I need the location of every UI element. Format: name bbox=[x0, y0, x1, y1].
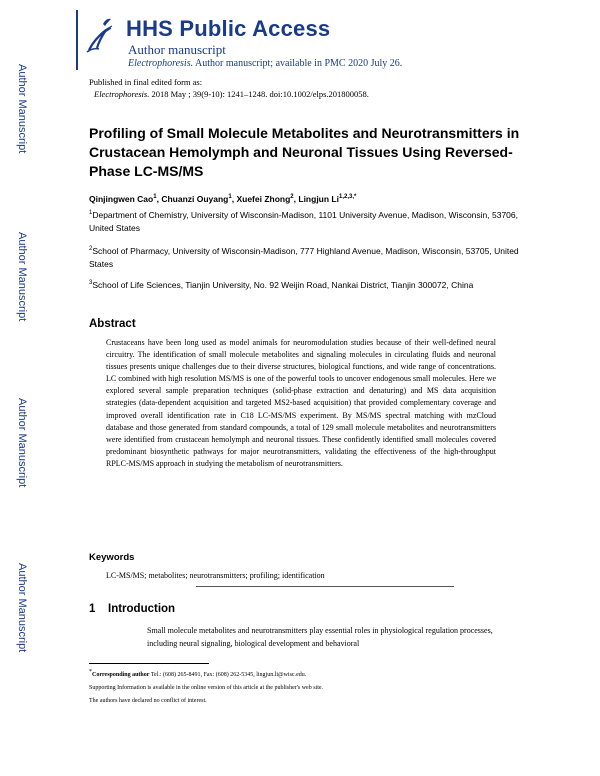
affiliation-mark: 2 bbox=[89, 246, 93, 253]
side-label: Author Manuscript bbox=[16, 64, 28, 154]
footnote-rule bbox=[89, 663, 209, 664]
availability-text: Author manuscript; available in PMC 2020 July 26. bbox=[195, 58, 403, 69]
author-separator: , bbox=[156, 194, 162, 204]
affiliation-mark: 3 bbox=[89, 280, 93, 287]
affiliation-text: School of Life Sciences, Tianjin University, No. 92 Weijin Road, Nankai District, Tianjin 300072, China bbox=[92, 280, 474, 290]
affiliation bbox=[89, 279, 529, 292]
section-divider bbox=[196, 586, 454, 587]
conflict-note: The authors have declared no conflict of interest. bbox=[89, 698, 207, 704]
author-affiliation-mark: 2 bbox=[290, 194, 294, 201]
side-label: Author Manuscript bbox=[16, 232, 28, 322]
author-affiliation-mark: 1 bbox=[228, 194, 232, 201]
author-affiliation-mark: 1 bbox=[153, 194, 157, 201]
hhs-eagle-logo-icon bbox=[84, 14, 114, 54]
author-separator: , bbox=[293, 194, 299, 204]
corresponding-text: Tel.: (608) 265-8491, Fax: (608) 262-5345, lingjun.li@wisc.edu. bbox=[150, 672, 307, 678]
author-name: Xuefei Zhong bbox=[236, 194, 291, 204]
supporting-info-note: Supporting Information is available in the online version of this article at the publisher's web site. bbox=[89, 685, 324, 691]
citation bbox=[94, 89, 369, 99]
abstract-body: Crustaceans have been long used as model animals for neuromodulation studies because of their well-defined neural circuitry. The identification of small molecule metabolites and signaling molecules in circulating fluids and neuronal tissues presents unique challenges due to their diverse structures, biological functions, and wide range of concentrations. LC combined with high resolution MS/MS is one of the powerful tools to uncover endogenous small molecules. Here we explored several sample preparation techniques (solid-phase extraction and denaturing) and MS data acquisition strategies (data-dependent acquisition and targeted MS2-based acquisition) that provided complementary coverage and improved overall identification rate in C18 LC-MS/MS experiment. By MS/MS spectral matching with mzCloud database and those generated from standard compounds, a total of 129 small molecule metabolites and neurotransmitters were identified from crustacean hemolymph and neuronal tissues. These confidently identified small molecules covered predominant biosynthetic pathways for major neurotransmitters, validating the effectiveness of the high-throughput RPLC-MS/MS approach in studying the metabolism of neurotransmitters. bbox=[106, 338, 496, 468]
corresponding-label: Corresponding author bbox=[92, 672, 150, 678]
side-label: Author Manuscript bbox=[16, 563, 28, 653]
section-title: Introduction bbox=[108, 603, 176, 615]
affiliation-text: School of Pharmacy, University of Wisconsin-Madison, 777 Highland Avenue, Madison, Wisconsin, 53705, United States bbox=[89, 246, 519, 269]
affiliation-mark: 1 bbox=[89, 210, 93, 217]
corresponding-author-note: *Corresponding author Tel.: (608) 265-8491, Fax: (608) 262-5345, lingjun.li@wisc.edu. bbox=[89, 669, 307, 678]
keywords-heading: Keywords bbox=[89, 552, 135, 563]
author-separator: , bbox=[231, 194, 237, 204]
author-name: Qinjingwen Cao bbox=[89, 194, 154, 204]
header-journal: Electrophoresis. bbox=[128, 58, 194, 69]
author-list bbox=[89, 194, 356, 204]
author-name: Lingjun Li bbox=[298, 194, 339, 204]
keywords-body: LC-MS/MS; metabolites; neurotransmitters; profiling; identification bbox=[106, 571, 325, 580]
article-title: Profiling of Small Molecule Metabolites and Neurotransmitters in Crustacean Hemolymph and Neuronal Tissues Using Reversed-Phase LC-MS/MS bbox=[89, 125, 520, 179]
citation-journal: Electrophoresis. bbox=[94, 89, 150, 99]
section-number: 1 bbox=[89, 603, 96, 615]
manuscript-subtitle: Author manuscript bbox=[128, 42, 226, 57]
introduction-heading bbox=[89, 603, 175, 615]
affiliation bbox=[89, 245, 529, 271]
header-rule bbox=[76, 10, 78, 70]
citation-details: 2018 May ; 39(9-10): 1241–1248. doi:10.1002/elps.201800058. bbox=[151, 89, 369, 99]
side-label: Author Manuscript bbox=[16, 398, 28, 488]
published-label: Published in final edited form as: bbox=[89, 77, 203, 87]
affiliation bbox=[89, 209, 529, 235]
abstract-heading: Abstract bbox=[89, 318, 136, 330]
introduction-body: Small molecule metabolites and neurotransmitters play essential roles in physiological regulation processes, including neural signaling, biological development and behavioral bbox=[147, 626, 493, 648]
availability-line bbox=[128, 58, 402, 69]
affiliation-text: Department of Chemistry, University of Wisconsin-Madison, 1101 University Avenue, Madison, Wisconsin, 53706, United States bbox=[89, 210, 518, 233]
author-name: Chuanzi Ouyang bbox=[161, 194, 229, 204]
banner-title: HHS Public Access bbox=[126, 16, 331, 41]
author-affiliation-mark: 1,2,3,* bbox=[338, 194, 357, 201]
